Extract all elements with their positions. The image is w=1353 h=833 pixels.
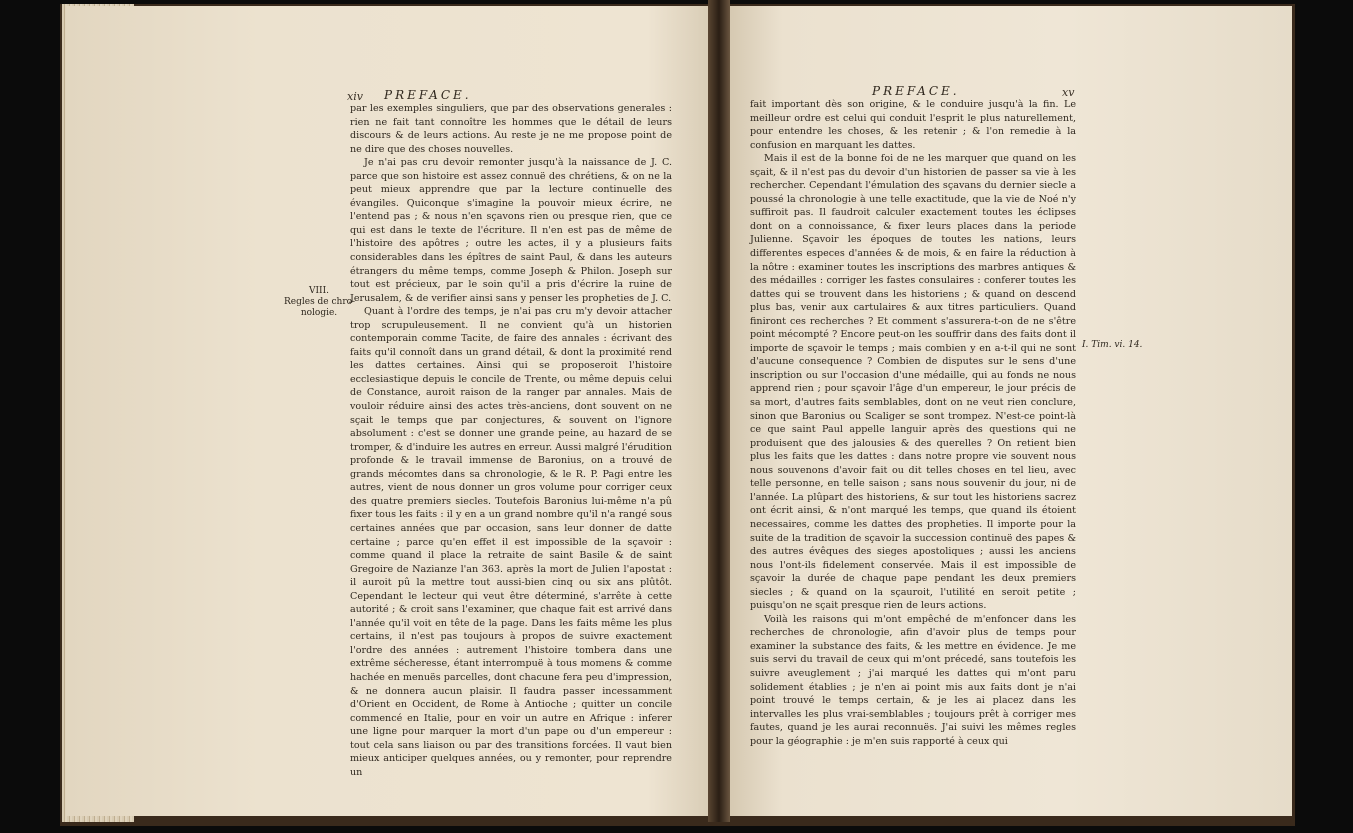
page-number: xiv <box>347 90 363 103</box>
running-head: PREFACE. <box>872 84 960 98</box>
paragraph: Voilà les raisons qui m'ont empêché de m'enfoncer dans les recherches de chronologie, afin d'avoir plus de temps pour examiner la substance des faits, & les mettre en évidence. Je me suis servi du travail de ceux qui m'ont précedé, sans toutefois les suivre aveuglement ; j'ai marqué les dattes qui m'ont paru solidement établies ; je n'en ai point mis aux faits dont je n'ai point trouvé le temps certain, & je les ai placez dans les intervalles les plus vrai-semblables ; toujours prêt à corriger mes fautes, quand je les aurai reconnuës. J'ai suivi les mêmes regles pour la géographie : je m'en suis rapporté à ceux qui <box>750 613 1076 747</box>
paragraph: Quant à l'ordre des temps, je n'ai pas cru m'y devoir attacher trop scrupuleusement. Il ne convient qu'à un historien contemporain comme Tacite, de faire des annales : écrivant des faits qu'il connoît dans un grand détail, & dont la proximité rend les dattes certaines. Ainsi qui se proposeroit l'histoire ecclesiastique depuis le concile de Trente, ou même depuis celui de Constance, auroit raison de la ranger par annales. Mais de vouloir réduire ainsi des actes très-anciens, dont souvent on ne sçait le temps que par conjectures, & souvent on l'ignore absolument : c'est se donner une grande peine, au hazard de se tromper, & d'induire les autres en erreur. Aussi malgré l'érudition profonde & le travail immense de Baronius, on a trouvé de grands mécomtes dans sa chronologie, & le R. P. Pagi entre les autres, vient de nous donner un gros volume pour corriger ceux des quatre premiers siecles. Toutefois Baronius lui-même n'a pû fixer tous les faits : il y en a un grand nombre qu'il n'a rangé sous certaines années que par occasion, sans leur donner de datte certaine ; parce qu'en effet il est impossible de la sçavoir : comme quand il place la retraite de saint Basile & de saint Gregoire de Nazianze l'an 363. après la mort de Julien l'apostat : il auroit pû la mettre tout aussi-bien cinq ou six ans plûtôt. Cependant le lecteur qui veut être déterminé, s'arrête à cette autorité ; & croit sans l'examiner, que chaque fait est arrivé dans l'année qu'il voit en tête de la page. Dans les faits même les plus certains, il n'est pas toujours à propos de suivre exactement l'ordre des années : autrement l'histoire tombera dans une extrême sécheresse, étant interrompuë à tous momens & comme hachée en menuës parcelles, dont chacune fera peu d'impression, & ne donnera aucun plaisir. Il faudra passer incessamment d'Orient en Occident, de Rome à Antioche ; quitter un concile commencé en Italie, pour en voir un autre en Afrique : inferer une ligne pour marquer la mort d'un pape ou d'un empereur : tout cela sans liaison ou par des transitions forcées. Il vaut bien mieux anticiper quelques années, ou y remonter, pour reprendre un <box>350 306 672 778</box>
right-page <box>726 6 1292 816</box>
margin-note-line: Regles de chro- <box>284 297 356 307</box>
paragraph: Je n'ai pas cru devoir remonter jusqu'à la naissance de J. C. parce que son histoire est assez connuë des chrétiens, & on ne la peut mieux apprendre que par la lecture continuelle des évangiles. Quiconque s'imagine la pouvoir mieux écrire, ne l'entend pas ; & nous n'en sçavons rien ou presque rien, que ce qui est dans le texte de l'écriture. Il n'en est pas de même de l'histoire des apôtres ; outre les actes, il y a plusieurs faits considerables dans les épîtres de saint Paul, & dans les auteurs étrangers du même temps, comme Joseph & Philon. Joseph sur tout est précieux, par le soin qu'il a pris d'écrire la ruine de Jerusalem, & de verifier ainsi sans y penser les propheties de J. C. <box>350 157 672 304</box>
left-page <box>66 6 712 816</box>
margin-note-number: VIII. <box>308 286 330 296</box>
book-gutter <box>708 0 730 822</box>
paragraph: fait important dès son origine, & le conduire jusqu'à la fin. Le meilleur ordre est celui qui conduit l'esprit le plus naturellement, pour entendre les choses, & les retenir ; & l'on remedie à la confusion en marquant les dattes. <box>750 99 1076 151</box>
body-text <box>750 98 1076 748</box>
page-number: xv <box>1062 86 1075 99</box>
running-head: PREFACE. <box>384 88 472 102</box>
paragraph: Mais il est de la bonne foi de ne les marquer que quand on les sçait, & il n'est pas du devoir d'un historien de passer sa vie à les rechercher. Cependant l'émulation des sçavans du dernier siecle a poussé la chronologie à une telle exactitude, que la vie de Noé n'y suffiroit pas. Il faudroit calculer exactement toutes les éclipses dont on a connoissance, & fixer leurs places dans la periode Julienne. Sçavoir les époques de toutes les nations, leurs differentes especes d'années & de mois, & en faire la réduction à la nôtre : examiner toutes les inscriptions des marbres antiques & des médailles : corriger les fastes consulaires : conferer toutes les dattes qui se trouvent dans les historiens ; & quand on descend plus bas, venir aux cartulaires & aux titres particuliers. Quand finiront ces recherches ? Et comment s'assurera-t-on de ne s'être point mécompté ? Encore peut-on les souffrir dans des faits dont il importe de sçavoir le temps ; mais combien y en a-t-il qui ne sont d'aucune consequence ? Combien de disputes sur le sens d'une inscription ou sur l'occasion d'une médaille, qui au fonds ne nous apprend rien ; pour sçavoir l'âge d'un empereur, le jour précis de sa mort, d'autres faits semblables, dont on ne veut rien conclure, sinon que Baronius ou Scaliger se sont trompez. N'est-ce point-là ce que saint Paul appelle languir après des questions qui ne produisent que des jalousies & des querelles ? On retient bien plus les faits que les dattes : dans notre propre vie souvent nous nous souvenons d'avoir fait ou dit telles choses en tel lieu, avec telle personne, en telle saison ; sans nous souvenir du jour, ni de l'année. La plûpart des historiens, & sur tout les historiens sacrez ont écrit ainsi, & n'ont marqué les temps, que quand ils étoient necessaires, comme les dattes des propheties. Il importe pour la suite de la tradition de sçavoir la succession continuë des papes & des autres évêques des sieges apostoliques ; aussi les anciens nous l'ont-ils fidelement conservée. Mais il est impossible de sçavoir la durée de chaque pape pendant les deux premiers siecles ; & quand on la sçauroit, l'utilité en seroit petite ; puisqu'on ne sçait presque rien de leurs actions. <box>750 153 1076 612</box>
paragraph: par les exemples singuliers, que par des observations generales : rien ne fait tant connoître les hommes que le détail de leurs discours & de leurs actions. Au reste je ne me propose point de ne dire que des choses nouvelles. <box>350 103 672 155</box>
margin-note: I. Tim. vi. 14. <box>1082 340 1143 350</box>
margin-note <box>284 286 354 319</box>
body-text <box>350 102 672 779</box>
margin-note-line: nologie. <box>300 308 338 318</box>
